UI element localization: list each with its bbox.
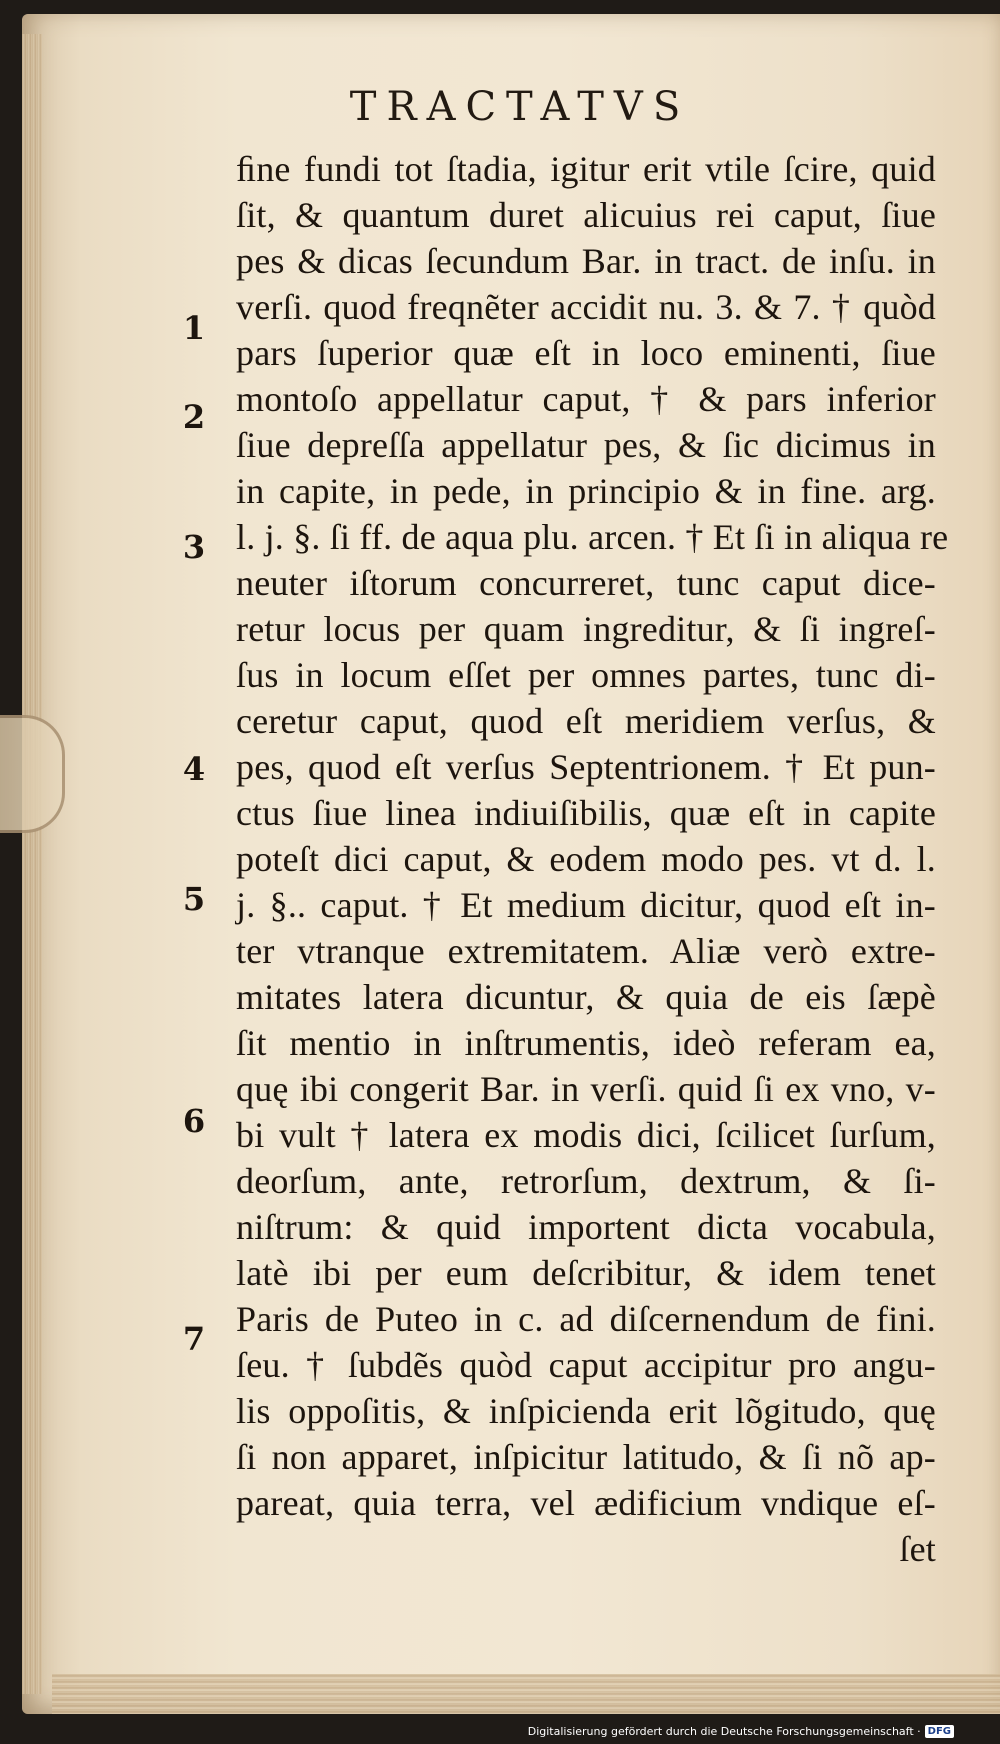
text-line: pes & dicas ſecundum Bar. in tract. de inſu. in xyxy=(236,241,936,281)
digitization-credit xyxy=(528,1725,954,1738)
text-line: deorſum, ante, retrorſum, dextrum, & ſi- xyxy=(236,1161,936,1201)
text-line: niſtrum: & quid importent dicta vocabula, xyxy=(236,1207,936,1247)
running-head: TRACTATVS xyxy=(349,84,691,130)
text-line: ctus ſiue linea indiuiſibilis, quæ eſt in capite xyxy=(236,793,936,833)
body-text xyxy=(236,146,949,1572)
text-line: retur locus per quam ingreditur, & ſi ingreſ- xyxy=(236,609,936,649)
text-line: montoſo appellatur caput, † & pars inferior xyxy=(236,379,936,419)
text-line: j. §.. caput. † Et medium dicitur, quod eſt in- xyxy=(236,885,936,925)
text-line: lis oppoſitis, & inſpicienda erit lõgitudo, quę xyxy=(236,1391,936,1431)
page-edge-shading xyxy=(22,34,42,1694)
marginal-number: 6 xyxy=(182,1102,206,1140)
text-line: quę ibi congerit Bar. in verſi. quid ſi ex vno, v- xyxy=(236,1069,936,1109)
marginal-number: 7 xyxy=(182,1320,206,1358)
text-line: l. j. §. ſi ff. de aqua plu. arcen. † Et ſi in aliqua re xyxy=(236,517,949,557)
book-clasp xyxy=(0,715,65,833)
credit-text: Digitalisierung gefördert durch die Deutsche Forschungsgemeinschaft · xyxy=(527,1725,921,1738)
text-line: ſus in locum eſſet per omnes partes, tunc di- xyxy=(236,655,936,695)
text-line: pes, quod eſt verſus Septentrionem. † Et pun- xyxy=(236,747,936,787)
text-line: ceretur caput, quod eſt meridiem verſus, & xyxy=(236,701,936,741)
marginal-number: 3 xyxy=(182,528,206,566)
text-line: in capite, in pede, in principio & in fine. arg. xyxy=(236,471,936,511)
text-line: pars ſuperior quæ eſt in loco eminenti, ſiue xyxy=(236,333,936,373)
text-line: neuter iſtorum concurreret, tunc caput dice- xyxy=(236,563,936,603)
text-line: poteſt dici caput, & eodem modo pes. vt d. l. xyxy=(236,839,936,879)
text-line: pareat, quia terra, vel ædificium vndique eſ- xyxy=(236,1483,936,1523)
text-line: ſeu. † ſubdẽs quòd caput accipitur pro angu- xyxy=(236,1345,936,1385)
text-line: Paris de Puteo in c. ad diſcernendum de fini. xyxy=(236,1299,936,1339)
text-line: verſi. quod freqnẽter accidit nu. 3. & 7. † quòd xyxy=(236,287,936,327)
marginal-number: 2 xyxy=(182,398,206,436)
marginal-number: 4 xyxy=(182,750,206,788)
marginal-number: 1 xyxy=(182,309,206,347)
text-line: ſit mentio in inſtrumentis, ideò referam ea, xyxy=(236,1023,936,1063)
text-line: ter vtranque extremitatem. Aliæ verò extre- xyxy=(236,931,936,971)
dfg-logo-icon: DFG xyxy=(925,1725,954,1738)
marginal-number: 5 xyxy=(182,880,206,918)
text-line: ſiue depreſſa appellatur pes, & ſic dicimus in xyxy=(236,425,936,465)
text-line: bi vult † latera ex modis dici, ſcilicet ſurſum, xyxy=(236,1115,936,1155)
text-line: mitates latera dicuntur, & quia de eis ſæpè xyxy=(236,977,936,1017)
catchword: ſet xyxy=(899,1529,936,1569)
text-line: ﬁne fundi tot ſtadia, igitur erit vtile ſcire, quid xyxy=(236,149,936,189)
text-line: latè ibi per eum deſcribitur, & idem tenet xyxy=(236,1253,936,1293)
bottom-page-edges xyxy=(52,1674,1000,1714)
text-line: ſi non apparet, inſpicitur latitudo, & ſi nõ ap- xyxy=(236,1437,936,1477)
text-line: ſit, & quantum duret alicuius rei caput, ſiue xyxy=(236,195,936,235)
